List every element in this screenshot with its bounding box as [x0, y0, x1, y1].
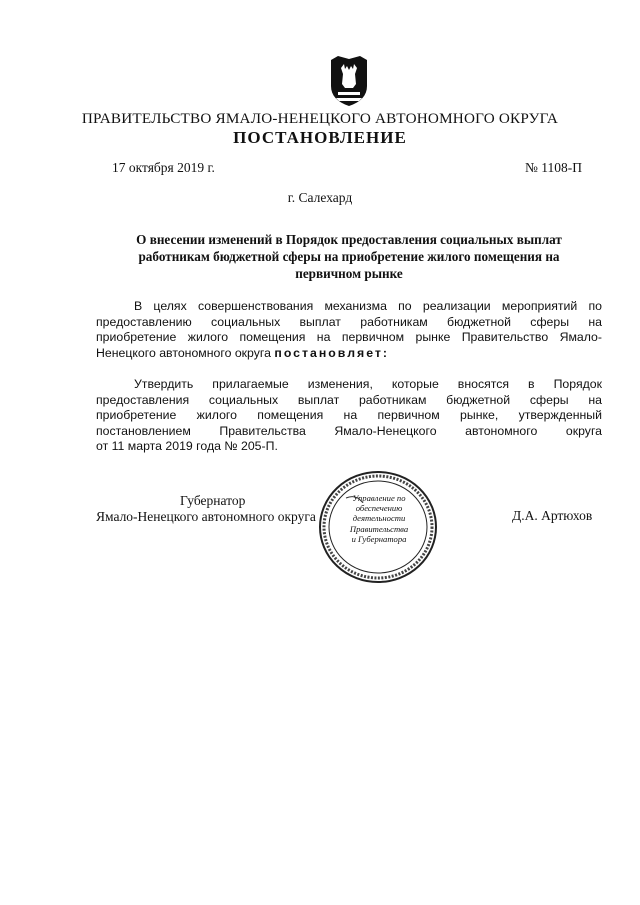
signatory-name: Д.А. Артюхов: [512, 508, 593, 523]
paragraph-line: В целях совершенствования механизма по реализации мероприятий по: [134, 299, 602, 313]
paragraph-line: [96, 346, 602, 362]
signatory-title: Губернатор: [180, 493, 246, 508]
subject-line: работникам бюджетной сферы на приобретение жилого помещения на: [138, 249, 560, 264]
subject-line: О внесении изменений в Порядок предоставления социальных выплат: [136, 232, 562, 247]
document-type-title: ПОСТАНОВЛЕНИЕ: [233, 128, 407, 147]
paragraph-line: от 11 марта 2019 года № 205-П.: [96, 439, 278, 454]
document-date: 17 октября 2019 г.: [112, 160, 215, 175]
subject-line: первичном рынке: [295, 266, 403, 281]
paragraph-line: Утвердить прилагаемые изменения, которые вносятся в Порядок: [134, 377, 602, 391]
stamp-text: [342, 493, 416, 544]
document-number: № 1108-П: [525, 160, 582, 175]
paragraph-line: постановлением Правительства Ямало-Ненецкого автономного округа: [96, 423, 602, 438]
body-paragraph-1: [96, 299, 602, 361]
paragraph-line-text: Ненецкого автономного округа: [96, 345, 271, 360]
document-subject: [100, 231, 598, 282]
stamp-line: деятельности: [352, 513, 406, 524]
coat-of-arms-emblem: [328, 54, 370, 108]
government-name: ПРАВИТЕЛЬСТВО ЯМАЛО-НЕНЕЦКОГО АВТОНОМНОГО ОКРУГА: [81, 110, 559, 127]
paragraph-line: предоставлению социальных выплат работникам бюджетной сферы на: [96, 314, 602, 329]
paragraph-line: приобретение жилого помещения на первичном рынке Правительство Ямало-: [96, 330, 602, 345]
stamp-line: Управление по: [352, 493, 406, 503]
body-paragraph-2: [96, 377, 602, 455]
signatory-title-region: Ямало-Ненецкого автономного округа: [96, 509, 316, 524]
resolution-keyword: постановляет:: [274, 345, 389, 360]
paragraph-line: предоставления социальных выплат работникам бюджетной сферы на: [96, 392, 602, 407]
stamp-line: обеспечению: [355, 503, 403, 514]
document-city: г. Салехард: [287, 190, 353, 205]
stamp-line: Правительства: [349, 523, 409, 534]
paragraph-line: приобретение жилого помещения на первичном рынке, утвержденный: [96, 408, 602, 423]
stamp-line: и Губернатора: [351, 533, 407, 544]
